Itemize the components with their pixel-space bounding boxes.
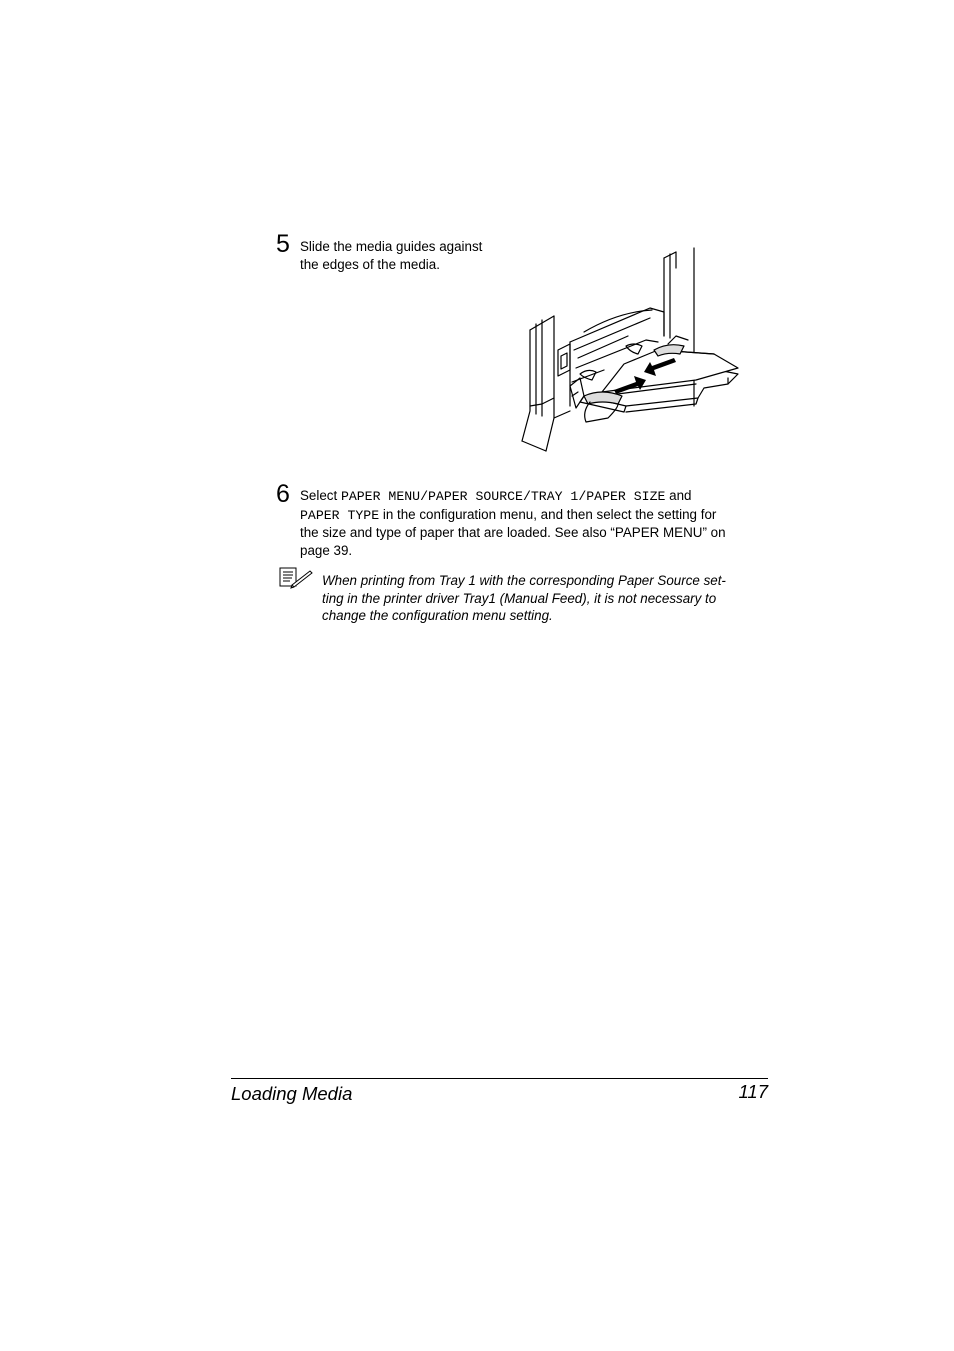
step-number-6: 6 [276,480,290,508]
note-text [322,572,726,625]
step-5-line-2: the edges of the media. [300,256,440,272]
note-line-3: change the configuration menu setting. [322,608,553,624]
step-6-paper-type: PAPER TYPE [300,507,380,523]
step-6-and-word: and [665,488,692,503]
note-pencil-icon [278,567,314,589]
step-6-line-1 [300,487,770,506]
printer-tray-drawing [518,246,744,456]
printer-tray-illustration [518,246,744,456]
step-5-line-1: Slide the media guides against [300,239,483,254]
step-5-text [300,238,482,273]
footer-rule [231,1078,768,1079]
note-line-1: When printing from Tray 1 with the corresponding Paper Source set- [322,573,726,588]
step-number-5: 5 [276,230,290,258]
note-line-2: ting in the printer driver Tray1 (Manual Feed), it is not necessary to [322,590,717,606]
footer-page-number: 117 [738,1081,768,1102]
step-6-text [300,487,770,559]
step-6-line-4: page 39. [300,542,353,558]
note-pencil-icon-drawing [278,567,314,589]
step-6-menu-path: PAPER MENU/PAPER SOURCE/TRAY 1/PAPER SIZE [340,489,666,504]
step-6-line-3: the size and type of paper that are loaded. See also “PAPER MENU” on [300,525,726,541]
footer-section-title: Loading Media [231,1083,353,1104]
step-6-line-2 [300,506,770,525]
step-6-line-2-rest: in the configuration menu, and then select the setting for [379,506,717,522]
step-6-select-word: Select [300,488,341,503]
